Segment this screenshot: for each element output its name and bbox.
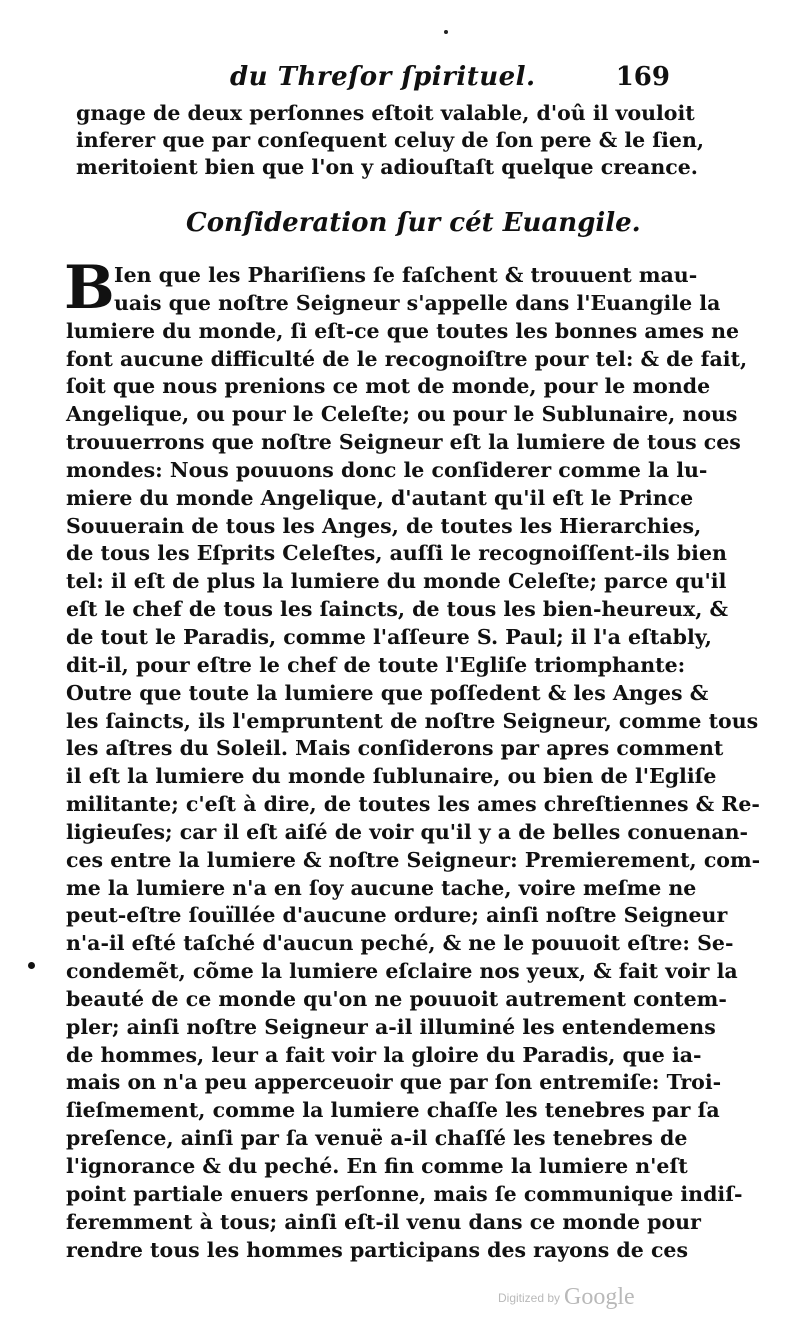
running-title: du Threſor ſpirituel.	[230, 62, 536, 92]
text-line: ſoit que nous prenions ce mot de monde, pour le monde	[66, 374, 711, 399]
text-line: les aſtres du Soleil. Mais conſiderons par apres comment	[66, 736, 724, 761]
carry-over-paragraph	[76, 100, 704, 181]
text-line: mais on n'a peu apperceuoir que par ſon entremiſe: Troi-	[66, 1070, 722, 1095]
section-body	[64, 253, 761, 1264]
text-line: preſence, ainſi par ſa venuë a-il chaſſé les tenebres de	[66, 1126, 688, 1151]
ink-speck	[444, 30, 448, 34]
page-number: 169	[615, 62, 670, 92]
text-line: lumiere du monde, ſi eſt-ce que toutes les bonnes ames ne	[66, 318, 740, 343]
text-line: dit-il, pour eſtre le chef de toute l'Egliſe triomphante:	[66, 652, 686, 677]
text-line: trouuerrons que noſtre Seigneur eſt la lumiere de tous ces	[66, 430, 741, 455]
text-line: tel: il eſt de plus la lumiere du monde Celeſte; parce qu'il	[66, 569, 727, 594]
text-line: gnage de deux perſonnes eſtoit valable, d'oû il vouloit	[76, 101, 695, 125]
text-line: Souuerain de tous les Anges, de toutes les Hierarchies,	[66, 513, 702, 538]
text-line: ces entre la lumiere & noſtre Seigneur: Premierement, com-	[66, 847, 761, 872]
text-line: Angelique, ou pour le Celeſte; ou pour le Sublunaire, nous	[66, 402, 738, 427]
watermark-prefix: Digitized by	[498, 1290, 561, 1305]
text-line: les ſaincts, ils l'empruntent de noſtre Seigneur, comme tous	[66, 708, 759, 733]
running-head	[230, 62, 670, 98]
digitization-watermark	[498, 1284, 635, 1311]
text-line: condemẽt, cõme la lumiere eſclaire nos yeux, & fait voir la	[66, 959, 738, 984]
text-line: eſt le chef de tous les ſaincts, de tous les bien-heureux, &	[66, 597, 729, 622]
text-line: Ien que les Phariſiens ſe faſchent & trouuent mau-	[114, 263, 698, 287]
text-line: feremment à tous; ainſi eſt-il venu dans ce monde pour	[66, 1209, 701, 1234]
text-line: de tous les Eſprits Celeſtes, auſſi le recognoiſſent-ils bien	[66, 541, 727, 566]
text-line: peut-eſtre ſouïllée d'aucune ordure; ainſi noſtre Seigneur	[66, 903, 728, 928]
text-line: militante; c'eſt à dire, de toutes les ames chreſtiennes & Re-	[66, 792, 760, 817]
text-line: miere du monde Angelique, d'autant qu'il eſt le Prince	[66, 485, 694, 510]
margin-mark	[28, 962, 35, 969]
watermark-brand: Google	[564, 1284, 635, 1310]
text-line: n'a-il eſté taſché d'aucun peché, & ne le pouuoit eſtre: Se-	[66, 931, 734, 956]
text-line: mondes: Nous pouuons donc le conſiderer comme la lu-	[66, 457, 708, 482]
text-line: me la lumiere n'a en ſoy aucune tache, voire meſme ne	[66, 875, 697, 900]
text-line: pler; ainſi noſtre Seigneur a-il illuminé les entendemens	[66, 1014, 716, 1039]
drop-cap: B	[64, 253, 115, 323]
text-line: inferer que par conſequent celuy de ſon pere & le ſien,	[76, 128, 704, 152]
text-line: rendre tous les hommes participans des rayons de ces	[66, 1237, 689, 1262]
section-heading: Conſideration ſur cét Euangile.	[186, 208, 641, 238]
text-line: font aucune difficulté de le recognoiſtre pour tel: & de fait,	[66, 346, 748, 371]
text-line: Outre que toute la lumiere que poſſedent & les Anges &	[66, 680, 709, 705]
text-line: point partiale enuers perſonne, mais ſe communique indiſ-	[66, 1181, 743, 1206]
text-line: ligieuſes; car il eſt aiſé de voir qu'il y a de belles conuenan-	[66, 819, 749, 844]
text-line: de tout le Paradis, comme l'aſſeure S. Paul; il l'a eſtably,	[66, 624, 712, 649]
text-line: l'ignorance & du peché. En fin comme la lumiere n'eſt	[66, 1154, 688, 1178]
text-line: meritoient bien que l'on y adiouſtaſt quelque creance.	[76, 155, 698, 179]
text-line: ſieſmement, comme la lumiere chaſſe les tenebres par ſa	[66, 1098, 720, 1123]
text-line: de hommes, leur a fait voir la gloire du Paradis, que ia-	[66, 1042, 702, 1067]
text-line: beauté de ce monde qu'on ne pouuoit autrement contem-	[66, 986, 727, 1011]
text-line: il eſt la lumiere du monde ſublunaire, ou bien de l'Egliſe	[66, 764, 717, 789]
text-line: uais que noſtre Seigneur s'appelle dans l'Euangile la	[114, 290, 721, 315]
